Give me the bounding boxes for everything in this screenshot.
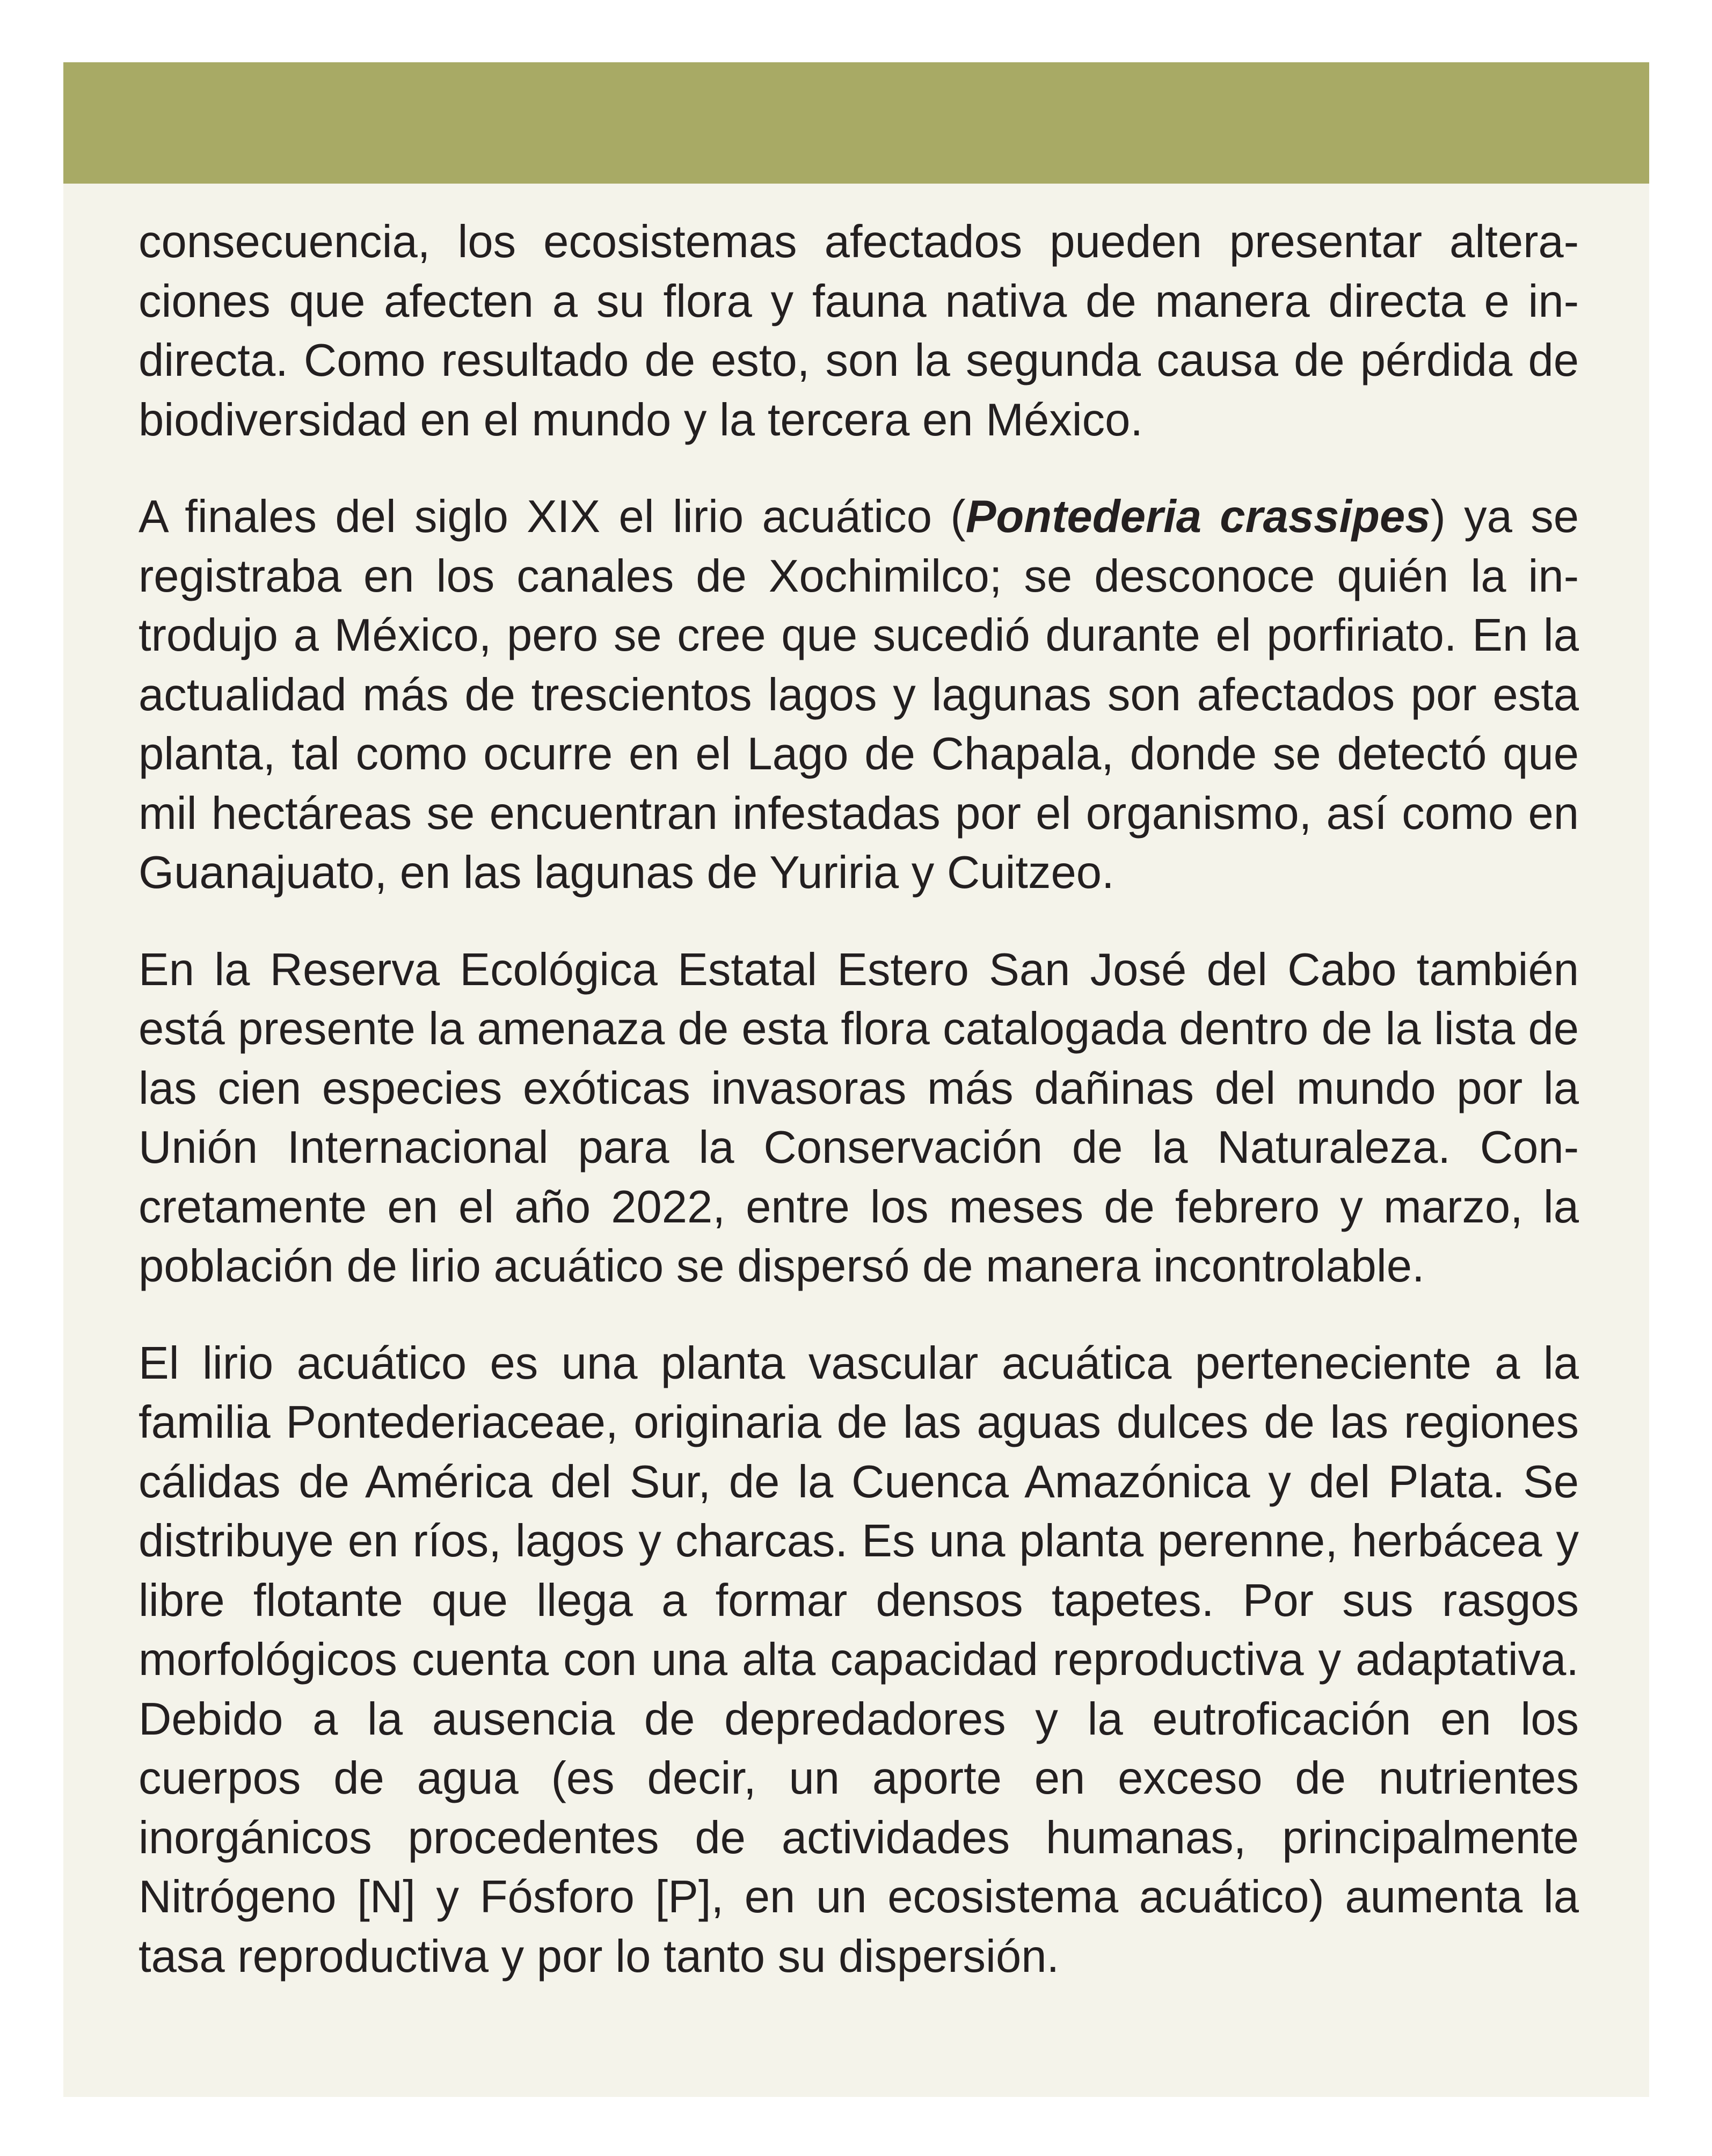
article-body — [139, 213, 1579, 2024]
page-panel — [63, 62, 1649, 2097]
paragraph-2-lead: A finales del siglo XIX el lirio acuático ( — [139, 491, 966, 542]
paragraph-2 — [139, 487, 1579, 903]
header-band — [63, 62, 1649, 184]
species-name: Pontederia crassipes — [965, 491, 1431, 542]
paragraph-3: En la Reserva Ecológica Estatal Estero San José del Cabo también está presente la amenaza de esta flora catalogada dentro de la lista de las cien especies exóticas invasoras más dañinas del mundo por la Unión Internacional para la Conservación de la Naturaleza. Concretamente en el año 2022, entre los meses de febrero y marzo, la población de lirio acuático se dispersó de manera incontrolable. — [139, 944, 1579, 1292]
paragraph-4: El lirio acuático es una planta vascular acuática perteneciente a la familia Pontederiaceae, originaria de las aguas dulces de las regiones cálidas de América del Sur, de la Cuenca Amazónica y del Plata. Se distribuye en ríos, lagos y charcas. Es una planta perenne, herbácea y libre flotante que llega a formar densos tapetes. Por sus rasgos morfológicos cuenta con una alta capacidad reproductiva y adaptativa. Debido a la ausencia de depredadores y la eutroficación en los cuerpos de agua (es decir, un aporte en exceso de nutrientes inorgánicos procedentes de actividades humanas, principalmente Nitrógeno [N] y Fósforo [P], en un ecosistema acuático) aumenta la tasa reproductiva y por lo tanto su dispersión. — [139, 1337, 1579, 1982]
paragraph-2-rest: ) ya se registraba en los canales de Xochimilco; se desconoce quién la introdujo a México, pero se cree que sucedió durante el porfiriato. En la actualidad más de trescientos lagos y lagunas son afectados por esta planta, tal como ocurre en el Lago de Chapala, donde se detectó que mil hectáreas se encuentran infestadas por el organismo, así como en Guanajuato, en las lagunas de Yuriria y Cuitzeo. — [139, 491, 1579, 898]
paragraph-1: consecuencia, los ecosistemas afectados pueden presentar alteraciones que afecten a su flora y fauna nativa de manera directa e indirecta. Como resultado de esto, son la segunda causa de pérdida de biodiversidad en el mundo y la tercera en México. — [139, 216, 1579, 446]
